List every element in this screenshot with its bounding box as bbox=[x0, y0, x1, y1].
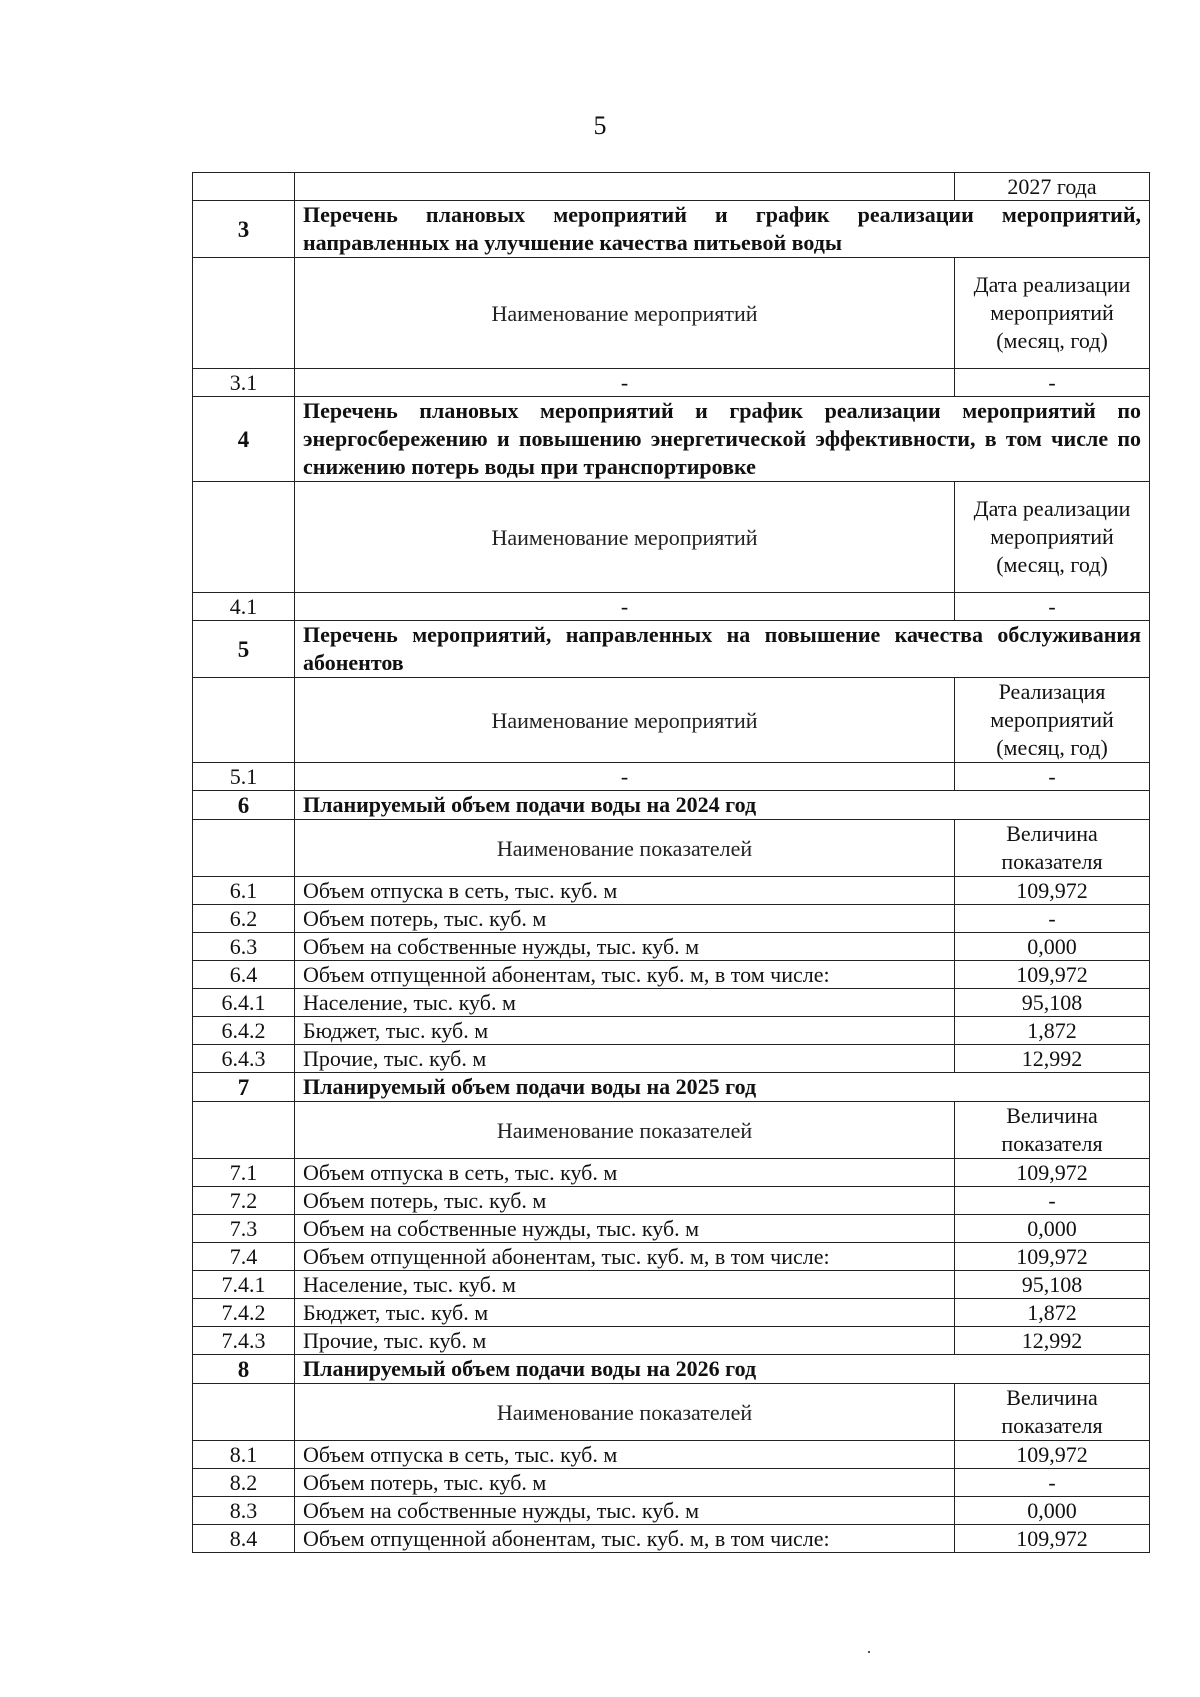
row-name: Прочие, тыс. куб. м bbox=[295, 1327, 955, 1355]
table-row bbox=[193, 593, 1150, 621]
row-number: 6.3 bbox=[193, 933, 295, 961]
table-row bbox=[193, 1271, 1150, 1299]
row-number: 6.2 bbox=[193, 905, 295, 933]
row-name: Объем отпуска в сеть, тыс. куб. м bbox=[295, 1441, 955, 1469]
row-name: Объем потерь, тыс. куб. м bbox=[295, 905, 955, 933]
table-row bbox=[193, 1017, 1150, 1045]
row-number: 6.4 bbox=[193, 961, 295, 989]
section-number: 3 bbox=[193, 201, 295, 258]
continuation-name-cell bbox=[295, 173, 955, 201]
header-row-4 bbox=[193, 482, 1150, 593]
row-value: 95,108 bbox=[955, 1271, 1150, 1299]
table-row bbox=[193, 989, 1150, 1017]
header-name-label: Наименование мероприятий bbox=[295, 258, 955, 369]
row-value: 109,972 bbox=[955, 877, 1150, 905]
section-title: Планируемый объем подачи воды на 2026 год bbox=[295, 1355, 1150, 1384]
document-table bbox=[192, 172, 1150, 1553]
row-value: - bbox=[955, 1469, 1150, 1497]
header-name-label: Наименование показателей bbox=[295, 1384, 955, 1441]
row-name: Население, тыс. куб. м bbox=[295, 989, 955, 1017]
table-row bbox=[193, 1045, 1150, 1073]
row-name: Объем отпуска в сеть, тыс. куб. м bbox=[295, 877, 955, 905]
header-value-label: Величина показателя bbox=[955, 1384, 1150, 1441]
row-number: 6.1 bbox=[193, 877, 295, 905]
row-name: Бюджет, тыс. куб. м bbox=[295, 1017, 955, 1045]
row-value: 12,992 bbox=[955, 1045, 1150, 1073]
row-number: 7.4.2 bbox=[193, 1299, 295, 1327]
header-value-label: Реализация мероприятий (месяц, год) bbox=[955, 678, 1150, 763]
table-row bbox=[193, 369, 1150, 397]
section-number: 7 bbox=[193, 1073, 295, 1102]
page-number: 5 bbox=[593, 111, 607, 140]
section-title: Перечень плановых мероприятий и график реализации мероприятий по энергосбережению и повышению энергетической эффективности, в том числе по снижению потерь воды при транспортировке bbox=[295, 397, 1150, 482]
row-name: Объем на собственные нужды, тыс. куб. м bbox=[295, 1497, 955, 1525]
row-value: 95,108 bbox=[955, 989, 1150, 1017]
row-number: 8.3 bbox=[193, 1497, 295, 1525]
continuation-value-cell: 2027 года bbox=[955, 173, 1150, 201]
row-name: Объем отпущенной абонентам, тыс. куб. м, в том числе: bbox=[295, 961, 955, 989]
row-value: - bbox=[955, 763, 1150, 791]
scan-mark: · bbox=[866, 1642, 872, 1662]
table-row bbox=[193, 1243, 1150, 1271]
section-row-4 bbox=[193, 397, 1150, 482]
table-row bbox=[193, 1497, 1150, 1525]
header-value-label: Дата реализации мероприятий (месяц, год) bbox=[955, 482, 1150, 593]
table-row bbox=[193, 1525, 1150, 1553]
row-number: 6.4.1 bbox=[193, 989, 295, 1017]
section-number: 4 bbox=[193, 397, 295, 482]
header-row-3 bbox=[193, 258, 1150, 369]
row-number: 4.1 bbox=[193, 593, 295, 621]
row-value: 109,972 bbox=[955, 1243, 1150, 1271]
row-value: 109,972 bbox=[955, 1525, 1150, 1553]
row-value: 0,000 bbox=[955, 1215, 1150, 1243]
row-number: 7.4.3 bbox=[193, 1327, 295, 1355]
row-number: 3.1 bbox=[193, 369, 295, 397]
table-row bbox=[193, 877, 1150, 905]
header-num-cell bbox=[193, 1384, 295, 1441]
row-number: 6.4.2 bbox=[193, 1017, 295, 1045]
row-number: 8.1 bbox=[193, 1441, 295, 1469]
header-name-label: Наименование показателей bbox=[295, 820, 955, 877]
section-title: Перечень мероприятий, направленных на повышение качества обслуживания абонентов bbox=[295, 621, 1150, 678]
row-name: Население, тыс. куб. м bbox=[295, 1271, 955, 1299]
row-name: Объем на собственные нужды, тыс. куб. м bbox=[295, 933, 955, 961]
header-value-label: Дата реализации мероприятий (месяц, год) bbox=[955, 258, 1150, 369]
header-name-label: Наименование мероприятий bbox=[295, 678, 955, 763]
header-row-7 bbox=[193, 1102, 1150, 1159]
row-value: 109,972 bbox=[955, 1441, 1150, 1469]
row-name: Объем отпущенной абонентам, тыс. куб. м, в том числе: bbox=[295, 1243, 955, 1271]
row-number: 8.4 bbox=[193, 1525, 295, 1553]
section-row-8 bbox=[193, 1355, 1150, 1384]
header-num-cell bbox=[193, 1102, 295, 1159]
row-value: - bbox=[955, 369, 1150, 397]
header-value-label: Величина показателя bbox=[955, 1102, 1150, 1159]
table-row bbox=[193, 1441, 1150, 1469]
row-name: Объем потерь, тыс. куб. м bbox=[295, 1469, 955, 1497]
header-num-cell bbox=[193, 678, 295, 763]
section-row-3 bbox=[193, 201, 1150, 258]
section-row-7 bbox=[193, 1073, 1150, 1102]
row-name: Объем отпущенной абонентам, тыс. куб. м, в том числе: bbox=[295, 1525, 955, 1553]
row-name: - bbox=[295, 763, 955, 791]
header-num-cell bbox=[193, 482, 295, 593]
table-body bbox=[193, 173, 1150, 1553]
header-num-cell bbox=[193, 820, 295, 877]
header-name-label: Наименование показателей bbox=[295, 1102, 955, 1159]
row-number: 7.4 bbox=[193, 1243, 295, 1271]
row-name: Объем потерь, тыс. куб. м bbox=[295, 1187, 955, 1215]
row-value: - bbox=[955, 905, 1150, 933]
table-row bbox=[193, 1327, 1150, 1355]
row-number: 8.2 bbox=[193, 1469, 295, 1497]
section-row-6 bbox=[193, 791, 1150, 820]
table-row bbox=[193, 961, 1150, 989]
section-title: Планируемый объем подачи воды на 2024 год bbox=[295, 791, 1150, 820]
continuation-row bbox=[193, 173, 1150, 201]
section-title: Планируемый объем подачи воды на 2025 год bbox=[295, 1073, 1150, 1102]
row-value: 0,000 bbox=[955, 1497, 1150, 1525]
section-number: 8 bbox=[193, 1355, 295, 1384]
header-row-6 bbox=[193, 820, 1150, 877]
row-value: 0,000 bbox=[955, 933, 1150, 961]
header-num-cell bbox=[193, 258, 295, 369]
header-name-label: Наименование мероприятий bbox=[295, 482, 955, 593]
row-value: 109,972 bbox=[955, 961, 1150, 989]
row-value: 109,972 bbox=[955, 1159, 1150, 1187]
table-row bbox=[193, 1187, 1150, 1215]
section-number: 5 bbox=[193, 621, 295, 678]
header-row-8 bbox=[193, 1384, 1150, 1441]
row-name: - bbox=[295, 369, 955, 397]
row-number: 7.4.1 bbox=[193, 1271, 295, 1299]
row-name: Бюджет, тыс. куб. м bbox=[295, 1299, 955, 1327]
row-value: 1,872 bbox=[955, 1299, 1150, 1327]
continuation-num-cell bbox=[193, 173, 295, 201]
table-row bbox=[193, 1469, 1150, 1497]
row-number: 7.3 bbox=[193, 1215, 295, 1243]
section-title: Перечень плановых мероприятий и график реализации мероприятий, направленных на улучшение качества питьевой воды bbox=[295, 201, 1150, 258]
row-number: 5.1 bbox=[193, 763, 295, 791]
row-name: - bbox=[295, 593, 955, 621]
row-number: 7.2 bbox=[193, 1187, 295, 1215]
table-row bbox=[193, 1215, 1150, 1243]
row-value: - bbox=[955, 593, 1150, 621]
row-value: - bbox=[955, 1187, 1150, 1215]
section-number: 6 bbox=[193, 791, 295, 820]
row-value: 1,872 bbox=[955, 1017, 1150, 1045]
row-name: Объем на собственные нужды, тыс. куб. м bbox=[295, 1215, 955, 1243]
row-name: Объем отпуска в сеть, тыс. куб. м bbox=[295, 1159, 955, 1187]
table-row bbox=[193, 1159, 1150, 1187]
row-value: 12,992 bbox=[955, 1327, 1150, 1355]
table-row bbox=[193, 1299, 1150, 1327]
header-value-label: Величина показателя bbox=[955, 820, 1150, 877]
section-row-5 bbox=[193, 621, 1150, 678]
row-number: 6.4.3 bbox=[193, 1045, 295, 1073]
header-row-5 bbox=[193, 678, 1150, 763]
table-row bbox=[193, 933, 1150, 961]
row-name: Прочие, тыс. куб. м bbox=[295, 1045, 955, 1073]
table-row bbox=[193, 905, 1150, 933]
row-number: 7.1 bbox=[193, 1159, 295, 1187]
table-row bbox=[193, 763, 1150, 791]
